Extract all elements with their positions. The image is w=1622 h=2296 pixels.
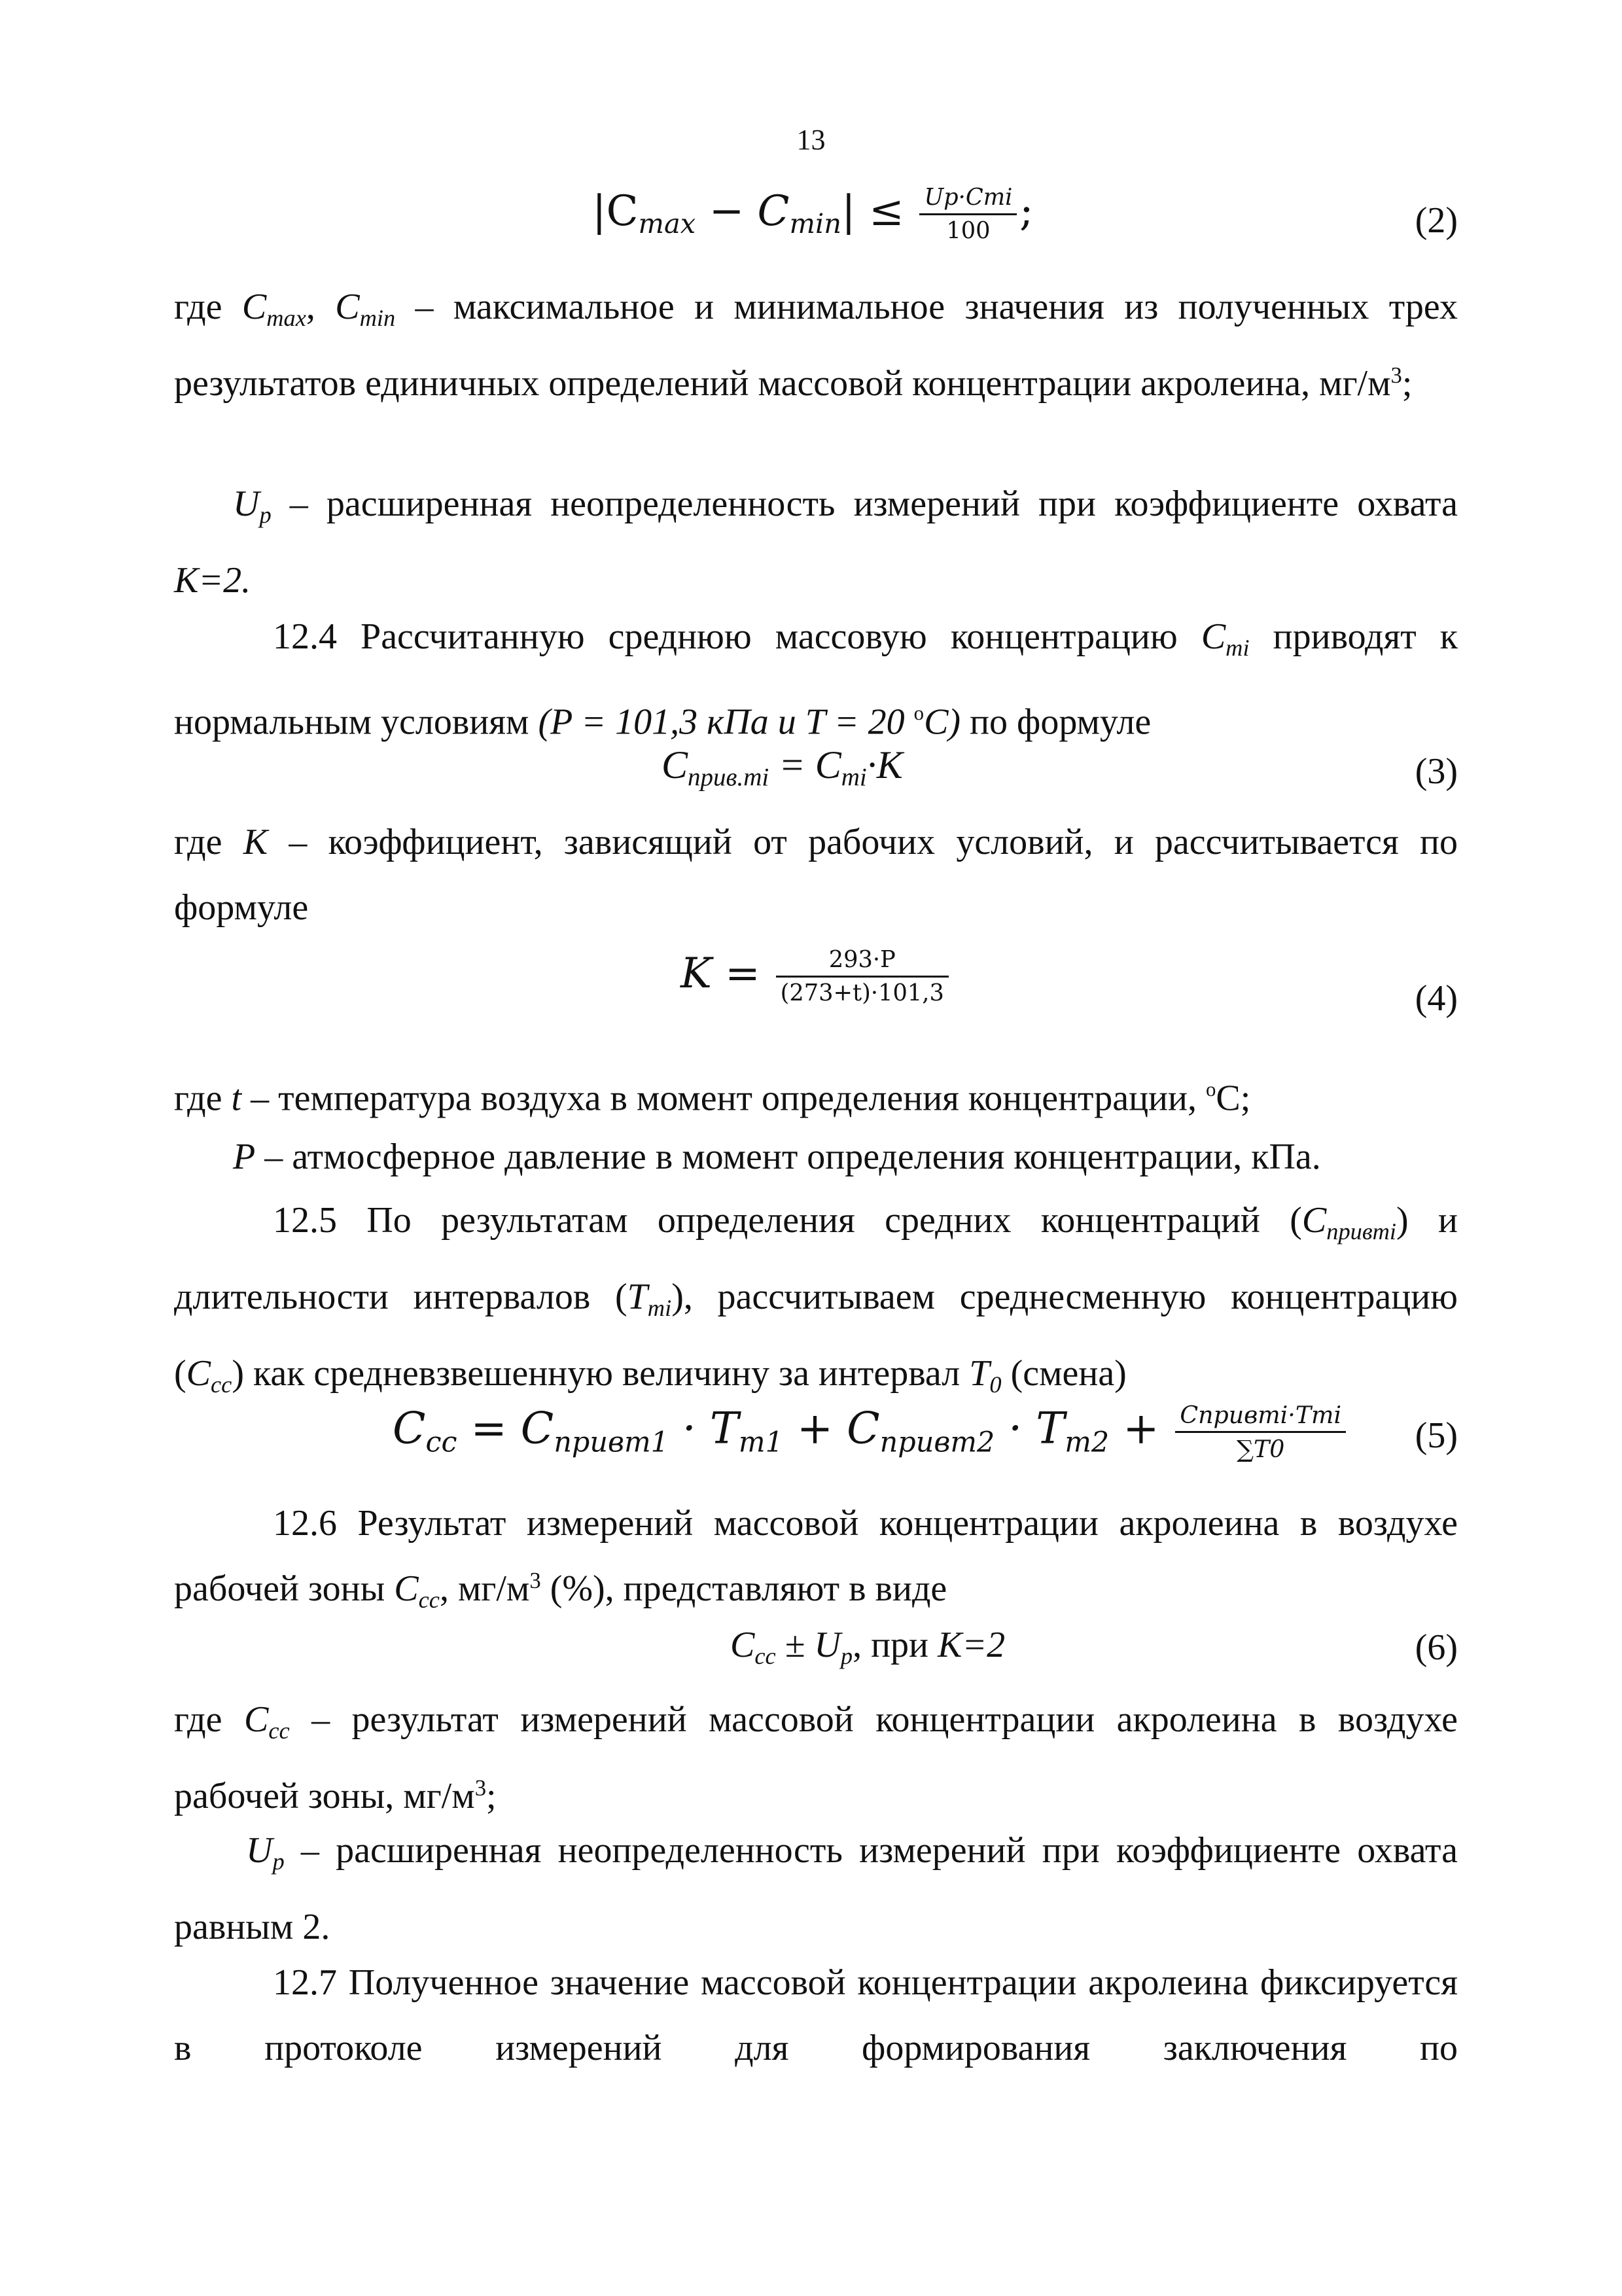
eq2-semicolon: ; [1019, 186, 1034, 236]
eq5-c2-sub: привm2 [879, 1426, 995, 1459]
eq5-fraction [1175, 1400, 1346, 1464]
equation-5 [393, 1400, 1349, 1464]
eq5-t2: · T [995, 1403, 1065, 1454]
p7-text-d: ) как средневзвешенную величину за интервал [232, 1352, 970, 1394]
p1-end: ; [1402, 362, 1413, 404]
eq2-sub-min: min [789, 207, 842, 240]
equation-4-number: (4) [1415, 978, 1458, 1019]
paragraph-12-5 [174, 1188, 1458, 1417]
eq2-denominator: 100 [946, 217, 991, 244]
paragraph-12-7 [174, 1950, 1458, 2081]
paragraph-12-4 [174, 604, 1458, 754]
eq5-t2-sub: m2 [1065, 1426, 1110, 1459]
p1-cmax-sub: max [266, 304, 306, 331]
eq5-t1: · T [668, 1403, 739, 1454]
p1-text-b: – максимальное и минимальное значения из полученных трех результатов единичных определений массовой концентрации акролеина, мг/м [174, 287, 1458, 404]
p10-u-sub: p [272, 1848, 285, 1875]
eq6-c-sub: cc [754, 1642, 776, 1669]
eq3-eq-c: = C [769, 743, 841, 786]
p5-text-b: – температура воздуха в момент определения концентрации, [241, 1078, 1206, 1119]
p7-t0-sub: 0 [989, 1371, 1002, 1398]
p3-text-b: приводят к нормальным условиям [174, 616, 1458, 743]
p9-c-sub: cc [268, 1717, 290, 1744]
p1-text-a: где [174, 287, 242, 327]
p7-text-a: 12.5 По результатам определения средних концентраций ( [273, 1200, 1302, 1241]
eq5-c-sub: cc [425, 1426, 457, 1459]
p3-cond-b: C) [924, 701, 961, 743]
p2-k: K=2. [174, 559, 251, 601]
eq6-text: , при [853, 1625, 938, 1665]
p10-u: U [246, 1830, 273, 1871]
p8-text-c: (%), представляют в виде [540, 1568, 947, 1609]
paragraph-ccc-definition [174, 1687, 1458, 1829]
paragraph-up-definition [174, 471, 1458, 613]
paragraph-k-definition [174, 809, 1458, 940]
paragraph-c-definition [174, 274, 1458, 416]
eq4-fraction [776, 945, 949, 1008]
eq5-denominator: ∑T0 [1237, 1434, 1285, 1463]
p2-text: – расширенная неопределенность измерений при коэффициенте охвата [271, 484, 1458, 524]
p8-text-b: , мг/м [439, 1568, 530, 1609]
eq5-c2: + C [783, 1403, 880, 1454]
eq5-t1-sub: m1 [738, 1426, 783, 1459]
p4-k: K [243, 822, 268, 862]
p7-text-b: ) и длительности интервалов ( [174, 1200, 1458, 1317]
p9-c: C [243, 1699, 269, 1740]
p1-cmax: C [241, 287, 267, 327]
equation-6-number: (6) [1415, 1627, 1458, 1668]
eq2-fraction [919, 183, 1017, 245]
p3-text-a: 12.4 Рассчитанную среднюю массовую концентрацию [273, 616, 1201, 657]
eq5-c1-sub: привm1 [554, 1426, 669, 1459]
p8-sup: 3 [529, 1567, 541, 1593]
p9-sup: 3 [474, 1775, 487, 1801]
p8-c: C [394, 1568, 419, 1609]
p7-text-c: ), рассчитываем среднесменную концентрацию ( [174, 1276, 1458, 1394]
p6-p: P [233, 1137, 256, 1177]
p1-sup: 3 [1390, 362, 1402, 388]
eq2-minus: − C [696, 186, 790, 236]
paragraph-up-definition-2 [174, 1818, 1458, 1960]
p2-u-sub: p [259, 501, 272, 528]
equation-4 [680, 945, 951, 1008]
equation-3 [661, 743, 903, 792]
eq3-c: C [661, 743, 688, 786]
eq6-u-sub: p [840, 1642, 853, 1669]
p1-cmin: C [335, 287, 360, 327]
eq2-lhs: |C [592, 186, 639, 236]
eq5-c: C [393, 1403, 426, 1454]
p5-text-a: где [174, 1078, 232, 1119]
p3-c: C [1201, 616, 1226, 657]
p1-comma: , [306, 287, 336, 327]
eq6-u: ± U [775, 1625, 841, 1665]
eq4-numerator: 293·P [776, 945, 949, 978]
p5-degree: o [1205, 1078, 1216, 1101]
paragraph-t-definition [174, 1057, 1458, 1131]
p9-text-b: – результат измерений массовой концентрации акролеина в воздухе рабочей зоны, мг/м [174, 1699, 1458, 1816]
page-number: 13 [796, 124, 826, 156]
p7-cc: C [186, 1352, 211, 1394]
eq4-denominator: (273+t)·101,3 [780, 979, 944, 1006]
eq3-cmi-sub: mi [841, 763, 867, 792]
eq5-numerator: Cпривmi·Tmi [1175, 1400, 1346, 1433]
p5-t: t [231, 1078, 242, 1119]
p3-c-sub: mi [1225, 634, 1250, 661]
p3-degree: o [913, 701, 925, 724]
p6-text: – атмосферное давление в момент определения концентрации, кПа. [255, 1137, 1321, 1177]
eq5-c1: = C [457, 1403, 554, 1454]
p3-cond-a: (P = 101,3 кПа и T = 20 [538, 701, 914, 743]
equation-2-number: (2) [1415, 200, 1458, 241]
p8-c-sub: cc [418, 1586, 440, 1613]
p7-t0: T [969, 1352, 990, 1394]
paragraph-p-definition [174, 1124, 1458, 1190]
p9-text-a: где [174, 1699, 244, 1740]
p7-c: C [1301, 1200, 1327, 1241]
eq3-k: ·K [866, 743, 903, 786]
eq4-lhs: K = [680, 949, 760, 998]
eq2-leq: | ≤ [841, 186, 904, 236]
p5-text-c: C; [1216, 1078, 1251, 1119]
p8-text-a: 12.6 Результат измерений массовой концентрации акролеина в воздухе рабочей зоны [174, 1503, 1458, 1609]
equation-3-number: (3) [1415, 751, 1458, 792]
equation-6 [730, 1624, 1005, 1670]
p7-text-e: (смена) [1001, 1352, 1127, 1394]
p9-end: ; [486, 1775, 497, 1816]
p4-text-a: где [174, 822, 243, 862]
p4-text-b: – коэффициент, зависящий от рабочих условий, и рассчитывается по формуле [174, 822, 1458, 928]
eq2-sub-max: max [638, 207, 696, 240]
p7-t: T [627, 1276, 648, 1317]
p7-c-sub: привmi [1326, 1218, 1397, 1245]
eq5-plus: + [1109, 1403, 1159, 1454]
eq3-c-sub: прив.mi [688, 763, 769, 792]
p2-u: U [233, 484, 260, 524]
eq2-numerator: Up·Cmi [919, 183, 1017, 215]
equation-2 [592, 183, 1034, 245]
p7-t-sub: mi [647, 1294, 672, 1321]
p11-text: 12.7 Полученное значение массовой концентрации акролеина фиксируется в протоколе измерений для формирования заключения по [174, 1962, 1458, 2068]
p10-text: – расширенная неопределенность измерений при коэффициенте охвата равным 2. [174, 1830, 1458, 1947]
p1-cmin-sub: min [359, 304, 396, 331]
p7-cc-sub: cc [211, 1371, 232, 1398]
p3-tail: по формуле [961, 701, 1152, 743]
eq6-c: C [730, 1625, 755, 1665]
paragraph-12-6 [174, 1491, 1458, 1633]
eq6-k: K=2 [938, 1625, 1006, 1665]
equation-5-number: (5) [1415, 1415, 1458, 1456]
